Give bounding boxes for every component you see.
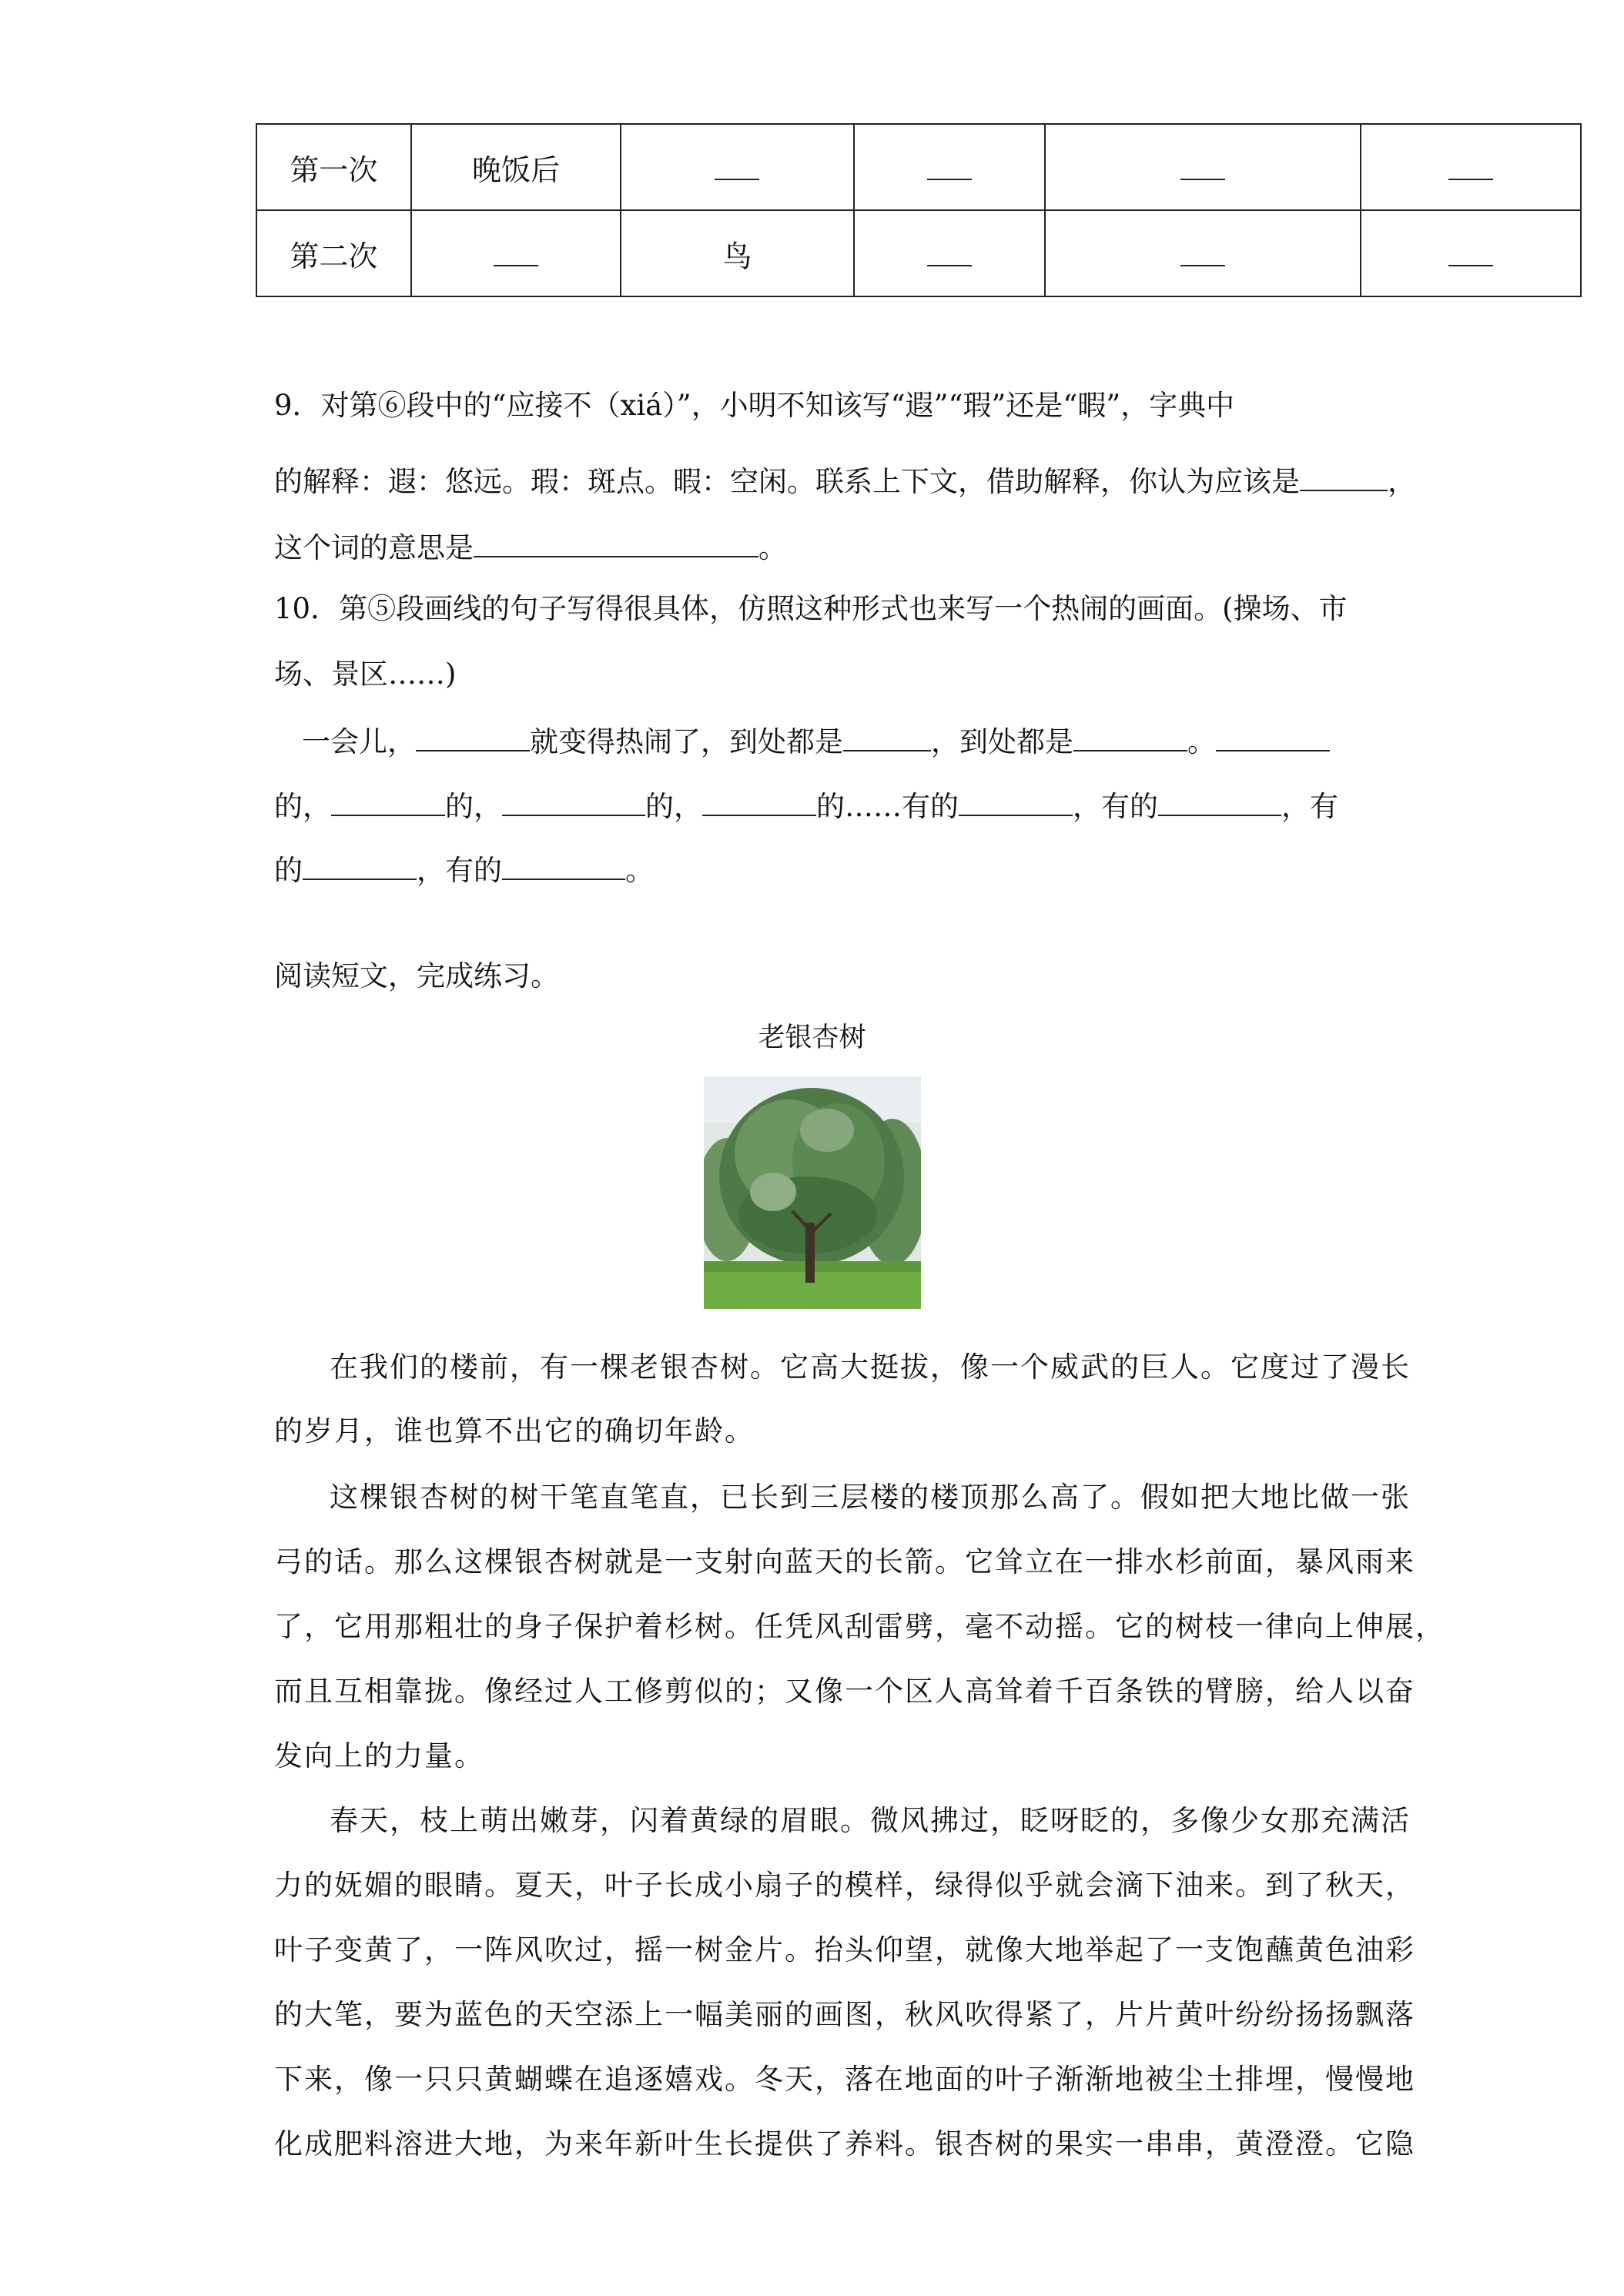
q10-blank[interactable]: [502, 852, 625, 880]
q10-line-3: [302, 724, 1380, 758]
blank-cell[interactable]: [854, 210, 1046, 296]
q10-blank[interactable]: [1158, 788, 1281, 816]
row-label: 第一次: [256, 124, 411, 210]
q9-line-3-end: 。: [758, 531, 787, 564]
q10-text: ，有的: [417, 854, 502, 887]
q10-text: 的: [274, 854, 303, 887]
passage-line: 叶子变黄了，一阵风吹过，摇一树金片。抬头仰望，就像大地举起了一支饱蘸黄色油彩: [274, 1933, 1415, 1966]
passage-title: 老银杏树: [758, 1022, 866, 1053]
table-cell: 晚饭后: [411, 124, 621, 210]
passage-line: 的岁月，谁也算不出它的确切年龄。: [274, 1414, 755, 1448]
q10-text: 。: [625, 854, 654, 887]
passage-line: 力的妩媚的眼睛。夏天，叶子长成小扇子的模样，绿得似乎就会滴下油来。到了秋天，: [274, 1869, 1415, 1902]
blank-cell[interactable]: [411, 210, 621, 296]
q10-blank[interactable]: [702, 788, 816, 816]
row-label: 第二次: [256, 210, 411, 296]
q9-line-3: [274, 530, 1352, 564]
q10-text: 的，: [274, 790, 331, 823]
q10-text: 就变得热闹了，到处都是: [530, 725, 843, 758]
q10-blank[interactable]: [959, 788, 1073, 816]
table-row: [256, 124, 1581, 210]
ginkgo-tree-photo: [704, 1076, 921, 1309]
q9-line-1: 9．对第⑥段中的“应接不（xiá）”，小明不知该写“遐”“瑕”还是“暇”，字典中: [274, 389, 1235, 422]
passage-line: 在我们的楼前，有一棵老银杏树。它高大挺拔，像一个威武的巨人。它度过了漫长: [330, 1350, 1411, 1384]
tree-picture: [704, 1076, 921, 1309]
q10-line-5: [274, 852, 1352, 886]
observation-table: [256, 123, 1582, 297]
q9-meaning-blank[interactable]: [474, 530, 758, 557]
q10-blank[interactable]: [502, 788, 645, 816]
q10-text: 的，: [645, 790, 702, 823]
q10-text: 的……有的: [816, 790, 959, 823]
q10-blank[interactable]: [1216, 724, 1330, 751]
q10-text: 。: [1187, 725, 1216, 758]
blank-cell[interactable]: [1045, 124, 1360, 210]
q9-line-2-end: ，: [1388, 465, 1416, 498]
q9-line-3-text: 这个词的意思是: [274, 531, 474, 564]
passage-line: 弓的话。那么这棵银杏树就是一支射向蓝天的长箭。它耸立在一排水杉前面，暴风雨来: [274, 1545, 1415, 1578]
passage-line: 下来，像一只只黄蝴蝶在追逐嬉戏。冬天，落在地面的叶子渐渐地被尘土排埋，慢慢地: [274, 2063, 1415, 2096]
passage-line: 发向上的力量。: [274, 1739, 484, 1772]
q10-line-4: [274, 788, 1352, 822]
q9-line-2: [274, 464, 1416, 498]
q10-blank[interactable]: [303, 852, 417, 880]
passage-line: 的大笔，要为蓝色的天空添上一幅美丽的画图，秋风吹得紧了，片片黄叶纷纷扬扬飘落: [274, 1998, 1415, 2031]
passage-line: 这棵银杏树的树干笔直笔直，已长到三层楼的楼顶那么高了。假如把大地比做一张: [330, 1481, 1411, 1514]
q10-line-1: 10．第⑤段画线的句子写得很具体，仿照这种形式也来写一个热闹的画面。(操场、市: [274, 592, 1348, 625]
q10-text: 一会儿，: [302, 725, 416, 758]
blank-cell[interactable]: [854, 124, 1046, 210]
blank-cell[interactable]: [621, 124, 853, 210]
q9-line-2-text: 的解释：遐：悠远。瑕：斑点。暇：空闲。联系上下文，借助解释，你认为应该是: [274, 465, 1300, 498]
q10-blank[interactable]: [331, 788, 445, 816]
blank-cell[interactable]: [1045, 210, 1360, 296]
q9-answer-blank[interactable]: [1300, 464, 1388, 491]
q10-text: ，有: [1281, 790, 1338, 823]
blank-cell[interactable]: [1361, 124, 1581, 210]
q10-blank[interactable]: [843, 724, 931, 751]
q10-line-2: 场、景区……): [274, 658, 457, 691]
q10-blank[interactable]: [416, 724, 530, 751]
table-row: [256, 210, 1581, 296]
q10-text: ，到处都是: [931, 725, 1073, 758]
passage-line: 春天，枝上萌出嫩芽，闪着黄绿的眉眼。微风拂过，眨呀眨的，多像少女那充满活: [330, 1804, 1411, 1837]
q10-text: 的，: [445, 790, 502, 823]
passage-line: 而且互相靠拢。像经过人工修剪似的；又像一个区人高耸着千百条铁的臂膀，给人以奋: [274, 1675, 1415, 1708]
q10-text: ，有的: [1073, 790, 1158, 823]
passage-line: 化成肥料溶进大地，为来年新叶生长提供了养料。银杏树的果实一串串，黄澄澄。它隐: [274, 2127, 1415, 2160]
q10-blank[interactable]: [1073, 724, 1187, 751]
blank-cell[interactable]: [1361, 210, 1581, 296]
table-cell: 鸟: [621, 210, 853, 296]
passage-line: 了，它用那粗壮的身子保护着杉树。任凭风刮雷劈，毫不动摇。它的树枝一律向上伸展，: [274, 1610, 1445, 1643]
reading-instruction: 阅读短文，完成练习。: [274, 959, 559, 992]
